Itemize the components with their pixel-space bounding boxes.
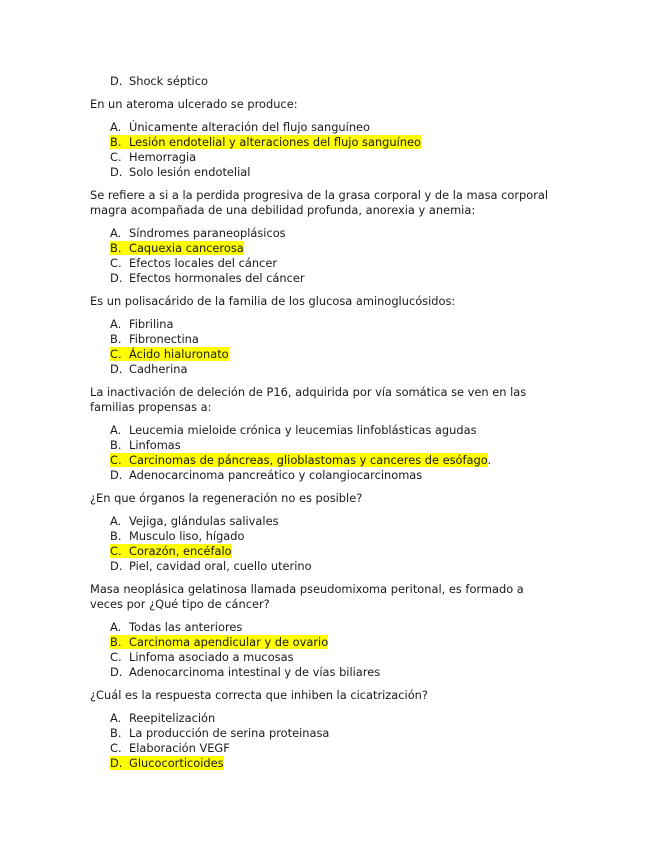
option-text: Vejiga, glándulas salivales xyxy=(129,514,279,528)
question-block xyxy=(90,582,560,680)
option-item-correct xyxy=(110,544,560,559)
question-block xyxy=(90,688,560,771)
option-letter: D. xyxy=(110,756,123,770)
option-letter: C. xyxy=(110,347,122,361)
option-item xyxy=(110,165,560,180)
question-block xyxy=(90,294,560,377)
option-letter: B. xyxy=(110,529,122,543)
option-item xyxy=(110,317,560,332)
option-text: Corazón, encéfalo xyxy=(129,544,232,558)
option-item xyxy=(110,529,560,544)
option-text: Elaboración VEGF xyxy=(129,741,230,755)
quiz-content xyxy=(90,74,560,779)
option-list xyxy=(90,711,560,771)
option-letter: B. xyxy=(110,635,122,649)
answer-highlight xyxy=(110,241,244,255)
option-letter: D. xyxy=(110,165,123,179)
option-item xyxy=(110,741,560,756)
option-text: Carcinomas de páncreas, glioblastomas y canceres de esófago xyxy=(129,453,488,467)
option-text: Adenocarcinoma intestinal y de vías biliares xyxy=(129,665,381,679)
option-letter: A. xyxy=(110,226,122,240)
question-text: Es un polisacárido de la familia de los glucosa aminoglucósidos: xyxy=(90,294,456,308)
option-text: Leucemia mieloide crónica y leucemias linfoblásticas agudas xyxy=(129,423,477,437)
option-text: Todas las anteriores xyxy=(129,620,243,634)
option-suffix: . xyxy=(487,453,492,467)
option-text: Musculo liso, hígado xyxy=(129,529,245,543)
option-text: Linfoma asociado a mucosas xyxy=(129,650,294,664)
option-letter: B. xyxy=(110,438,122,452)
option-item-correct xyxy=(110,635,560,650)
option-item-correct xyxy=(110,135,560,150)
question-text: ¿En que órganos la regeneración no es posible? xyxy=(90,491,363,505)
option-letter: C. xyxy=(110,650,122,664)
leading-option-list xyxy=(90,74,560,89)
option-list xyxy=(90,514,560,574)
option-list xyxy=(90,226,560,286)
option-letter: D. xyxy=(110,74,123,88)
option-letter: D. xyxy=(110,362,123,376)
option-letter: A. xyxy=(110,317,122,331)
option-item xyxy=(110,620,560,635)
option-text: Caquexia cancerosa xyxy=(129,241,244,255)
option-letter: C. xyxy=(110,256,122,270)
option-item xyxy=(110,256,560,271)
option-letter: A. xyxy=(110,620,122,634)
option-item xyxy=(110,650,560,665)
question-text: La inactivación de deleción de P16, adquirida por vía somática se ven en las familias propensas a: xyxy=(90,385,527,414)
option-item xyxy=(110,711,560,726)
option-text: Linfomas xyxy=(129,438,181,452)
option-text: Carcinoma apendicular y de ovario xyxy=(129,635,329,649)
option-letter: D. xyxy=(110,665,123,679)
option-text: Adenocarcinoma pancreático y colangiocarcinomas xyxy=(129,468,423,482)
option-text: Solo lesión endotelial xyxy=(129,165,251,179)
question-block xyxy=(90,188,560,286)
option-list xyxy=(90,120,560,180)
option-text: Reepitelización xyxy=(129,711,216,725)
question-block xyxy=(90,491,560,574)
option-list xyxy=(90,620,560,680)
option-item xyxy=(110,226,560,241)
option-text: Fibronectina xyxy=(129,332,199,346)
option-letter: A. xyxy=(110,514,122,528)
option-item xyxy=(110,423,560,438)
answer-highlight xyxy=(110,453,488,467)
option-item xyxy=(110,332,560,347)
option-text: Piel, cavidad oral, cuello uterino xyxy=(129,559,312,573)
question-text: En un ateroma ulcerado se produce: xyxy=(90,97,298,111)
option-list xyxy=(90,317,560,377)
option-item xyxy=(110,559,560,574)
answer-highlight xyxy=(110,544,232,558)
option-item xyxy=(110,726,560,741)
option-text: La producción de serina proteinasa xyxy=(129,726,330,740)
option-text: Síndromes paraneoplásicos xyxy=(129,226,286,240)
option-letter: A. xyxy=(110,423,122,437)
option-text: Glucocorticoides xyxy=(129,756,224,770)
question-block xyxy=(90,97,560,180)
option-text: Shock séptico xyxy=(129,74,208,88)
option-letter: D. xyxy=(110,271,123,285)
option-letter: A. xyxy=(110,711,122,725)
option-item-correct xyxy=(110,347,560,362)
option-text: Fibrilina xyxy=(129,317,174,331)
question-block xyxy=(90,385,560,483)
option-letter: B. xyxy=(110,332,122,346)
option-text: Hemorragia xyxy=(129,150,197,164)
option-item-correct xyxy=(110,453,560,468)
option-text: Lesión endotelial y alteraciones del flujo sanguíneo xyxy=(129,135,421,149)
question-text: Se refiere a si a la perdida progresiva de la grasa corporal y de la masa corporal magra acompañada de una debilidad profunda, anorexia y anemia: xyxy=(90,188,549,217)
option-item-correct xyxy=(110,241,560,256)
option-letter: C. xyxy=(110,453,122,467)
option-text: Ácido hialuronato xyxy=(129,347,229,361)
option-letter: A. xyxy=(110,120,122,134)
option-item xyxy=(110,468,560,483)
option-item xyxy=(110,665,560,680)
option-list xyxy=(90,423,560,483)
option-item xyxy=(110,271,560,286)
option-letter: C. xyxy=(110,544,122,558)
option-text: Únicamente alteración del flujo sanguíneo xyxy=(129,120,371,134)
option-letter: C. xyxy=(110,150,122,164)
option-item xyxy=(110,120,560,135)
question-text: ¿Cuál es la respuesta correcta que inhiben la cicatrización? xyxy=(90,688,428,702)
answer-highlight xyxy=(110,347,229,361)
option-item xyxy=(110,438,560,453)
option-letter: D. xyxy=(110,468,123,482)
question-text: Masa neoplásica gelatinosa llamada pseudomixoma peritonal, es formado a veces por ¿Qué tipo de cáncer? xyxy=(90,582,524,611)
option-letter: B. xyxy=(110,726,122,740)
option-item xyxy=(110,514,560,529)
answer-highlight xyxy=(110,635,328,649)
option-item xyxy=(110,150,560,165)
option-text: Cadherina xyxy=(129,362,188,376)
answer-highlight xyxy=(110,135,421,149)
option-item xyxy=(110,362,560,377)
option-item xyxy=(110,74,560,89)
option-letter: B. xyxy=(110,135,122,149)
option-letter: D. xyxy=(110,559,123,573)
option-text: Efectos locales del cáncer xyxy=(129,256,278,270)
option-letter: B. xyxy=(110,241,122,255)
option-item-correct xyxy=(110,756,560,771)
option-text: Efectos hormonales del cáncer xyxy=(129,271,305,285)
option-letter: C. xyxy=(110,741,122,755)
answer-highlight xyxy=(110,756,224,770)
